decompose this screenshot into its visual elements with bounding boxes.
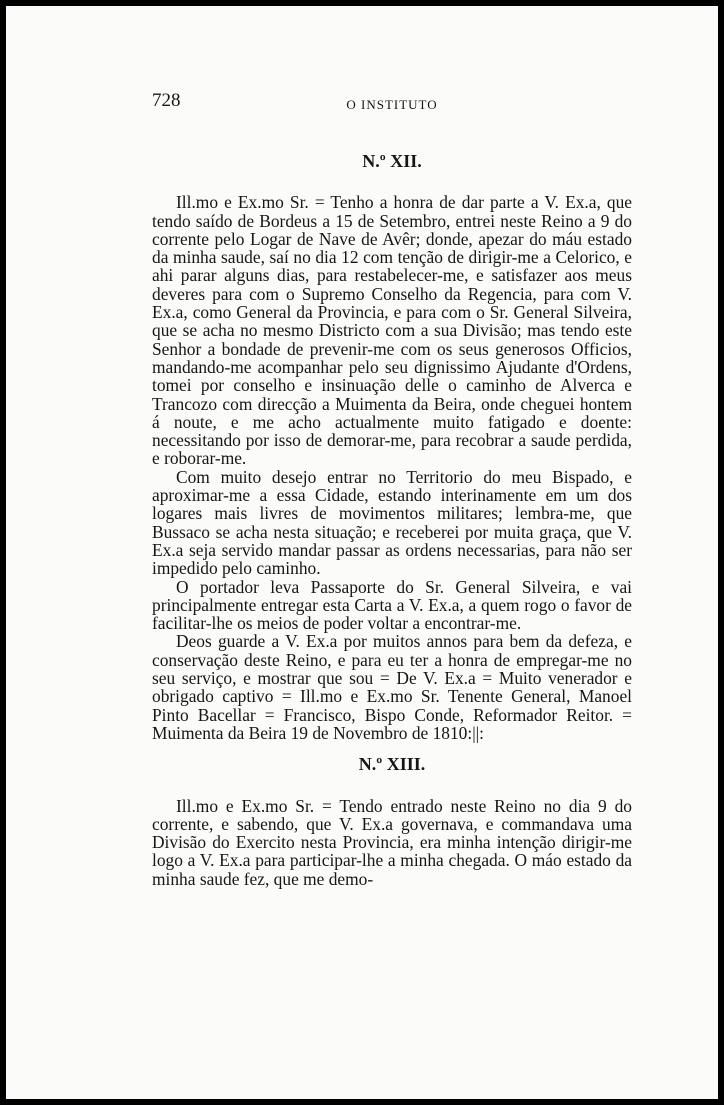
document-page (152, 92, 632, 888)
letter-xii-paragraph-4: Deos guarde a V. Ex.a por muitos annos para bem da defeza, e conservação deste Reino, e para eu ter a honra de empregar-me no seu serviço, e mostrar que sou = De V. Ex.a = Muito venerador e obrigado captivo = Ill.mo e Ex.mo Sr. Tenente General, Manoel Pinto Bacellar = Francisco, Bispo Conde, Reformador Reitor. = Muimenta da Beira 19 de Novembro de 1810:||: (152, 631, 632, 743)
letter-xii-paragraph-2: Com muito desejo entrar no Territorio do meu Bispado, e aproximar-me a essa Cidade, estando interinamente em um dos logares mais livres de movimentos militares; lembra-me, que Bussaco se acha nesta situação; e receberei por muita graça, que V. Ex.a seja servido mandar passar as ordens necessarias, para não ser impedido pelo caminho. (152, 466, 632, 579)
letter-xiii-paragraph-1: Ill.mo e Ex.mo Sr. = Tendo entrado neste Reino no dia 9 do corrente, e sabendo, que V. Ex.a governava, e commandava uma Divisão do Exercito nesta Provincia, era minha intenção dirigir-me logo a V. Ex.a para participar-lhe a minha chegada. O máo estado da minha saude fez, que me demo- (152, 795, 632, 889)
letter-xii-paragraph-1: Ill.mo e Ex.mo Sr. = Tenho a honra de dar parte a V. Ex.a, que tendo saído de Bordeus a 15 de Setembro, entrei neste Reino a 9 do corrente pelo Logar de Nave de Avêr; donde, apezar do máu estado da minha saude, saí no dia 12 com tenção de dirigir-me a Celorico, e ahi parar alguns dias, para restabelecer-me, e satisfazer aos meus deveres para com o Supremo Conselho da Regencia, para com V. Ex.a, como General da Provincia, e para com o Sr. General Silveira, que se acha no mesmo Districto com a sua Divisão; mas tendo este Senhor a bondade de prevenir-me com os seus generosos Officios, mandando-me acompanhar pelo seu dignissimo Ajudante d'Ordens, tomei por conselho e insinuação delle o caminho de Alverca e Trancozo com direcção a Muimenta da Beira, onde cheguei hontem á noute, e me acho actualmente muito fatigado e doente: necessitando por isso de demorar-me, para recobrar a saude perdida, e roborar-me. (152, 192, 632, 469)
page-number: 728 (152, 90, 181, 111)
letter-xiii-title: N.º XIII. (358, 754, 426, 775)
letter-xii-body (152, 193, 632, 742)
running-head: O INSTITUTO (346, 97, 438, 112)
letter-xiii-body (152, 797, 632, 888)
letter-xii-paragraph-3: O portador leva Passaporte do Sr. General Silveira, e vai principalmente entregar esta Carta a V. Ex.a, a quem rogo o favor de facilitar-lhe os meios de poder voltar a encontrar-me. (152, 576, 632, 634)
letter-xii-title: N.º XII. (362, 151, 422, 171)
page-header (152, 92, 632, 114)
page-scan (6, 6, 718, 1099)
